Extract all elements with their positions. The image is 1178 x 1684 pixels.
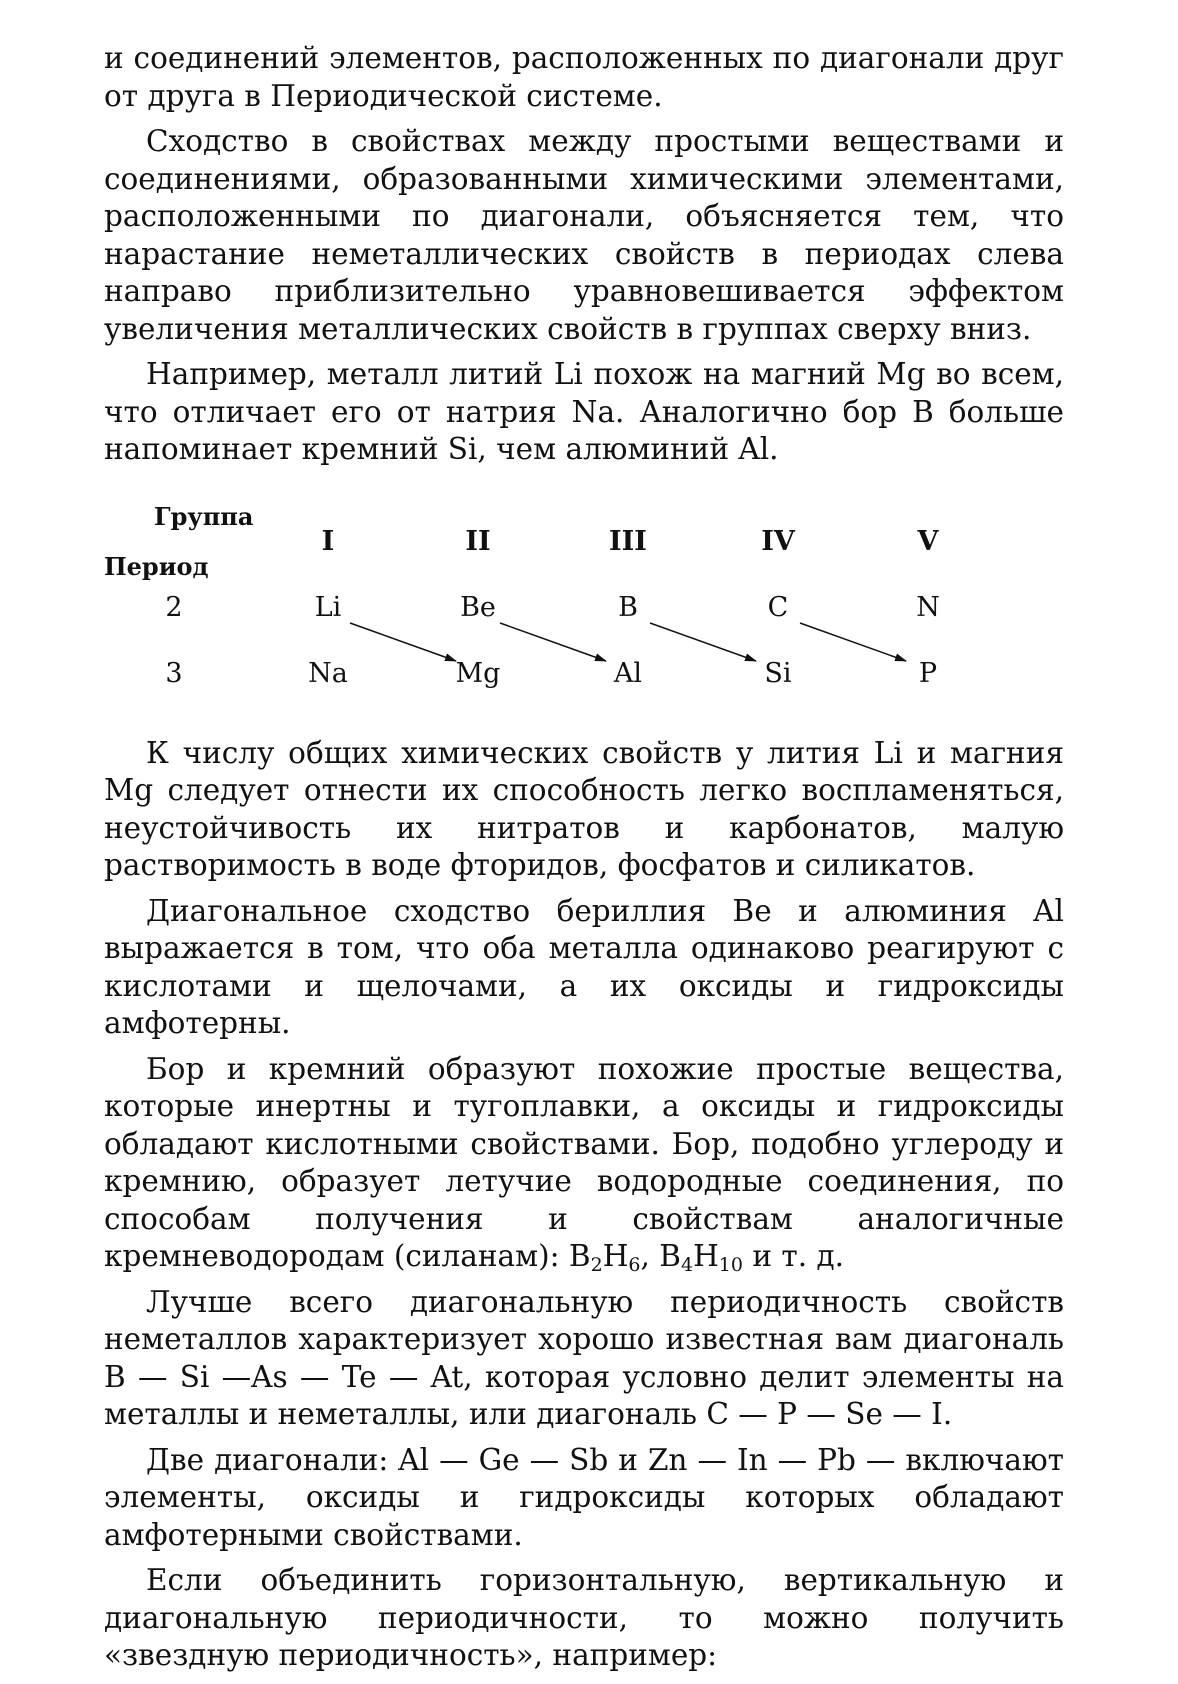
paragraph-example: Например, металл литий Li похож на магний Mg во всем, что отличает его от натрия Na. Аналогично бор B больше напоминает кремний Si, чем алюминий Al. [104,357,1064,466]
formula-b4h10: $B_4H_{10}$ [659,1239,743,1276]
element-mg: Mg [455,657,501,689]
arrow-li-mg [350,623,456,661]
period-2: 2 [165,591,183,623]
paragraph-continuation: и соединений элементов, расположенных по диагонали друг от друга в Периодической системе. [104,41,1064,113]
arrow-c-p [800,623,906,661]
group-header-4: IV [761,525,795,557]
element-na: Na [308,657,348,689]
paragraph-amphoteric-diagonals: Две диагонали: Al — Ge — Sb и Zn — In — Pb — включают элементы, оксиды и гидроксиды которых обладают амфотерными свойствами. [104,1442,1064,1552]
boron-text: Бор и кремний образуют похожие простые вещества, которые инертны и тугоплавки, а оксиды и гидроксиды обладают кислотными свойствами. Бор, подобно углероду и кремнию, образует летучие водородные соединения, по способам получения и свойствам аналогичные кремневодородам (силанам): [104,1051,1064,1273]
element-li: Li [314,591,342,623]
paragraph-li-mg: К числу общих химических свойств у лития Li и магния Mg следует отнести их способность легко воспламеняться, неустойчивость их нитратов и карбонатов, малую растворимость в воде фторидов, фосфатов и силикатов. [104,735,1064,882]
paragraph-similarity: Сходство в свойствах между простыми веществами и соединениями, образованными химическими элементами, расположенными по диагонали, объясняется тем, что нарастание неметаллических свойств в периодах слева направо приблизительно уравновешивается эффектом увеличения металлических свойств в группах сверху вниз. [104,124,1064,346]
element-p: P [918,657,938,689]
paragraph-star-periodicity: Если объединить горизонтальную, вертикальную и диагональную периодичности, то можно получить «звездную периодичность», например: [104,1563,1064,1672]
arrow-b-si [650,623,756,661]
group-label: Группа [154,501,254,531]
diagonal-table [104,491,1064,721]
diagonal-arrows [104,491,1064,721]
element-b: B [618,591,638,623]
paragraph-boron-silicon: Бор и кремний образуют похожие простые вещества, которые инертны и тугоплавки, а оксиды и гидроксиды обладают кислотными свойствами. Бор, подобно углероду и кремнию, образует летучие водородные соединения, по способам получения и свойствам аналогичные кремневодородам (силанам): $B_2H_6$, $B_4H_{10}$ и т. д. [104,1051,1064,1276]
group-header-3: III [609,525,647,557]
period-label: Период [104,551,209,581]
arrow-be-al [500,623,606,661]
element-n: N [916,591,940,623]
group-header-1: I [321,525,335,557]
group-header-5: V [917,525,939,557]
paragraph-nonmetal-diagonal: Лучше всего диагональную периодичность свойств неметаллов характеризует хорошо известная вам диагональ B — Si —As — Te — At, которая условно делит элементы на металлы и неметаллы, или диагональ C — P — Se — I. [104,1284,1064,1431]
period-3: 3 [165,657,183,689]
group-header-2: II [465,525,491,557]
page-text [104,40,1064,1683]
element-al: Al [613,657,643,689]
formula-b2h6: $B_2H_6$ [568,1239,641,1276]
element-c: C [767,591,789,623]
element-si: Si [764,657,792,689]
paragraph-be-al: Диагональное сходство бериллия Be и алюминия Al выражается в том, что оба металла одинаково реагируют с кислотами и щелочами, а их оксиды и гидроксиды амфотерны. [104,893,1064,1040]
element-be: Be [460,591,496,623]
